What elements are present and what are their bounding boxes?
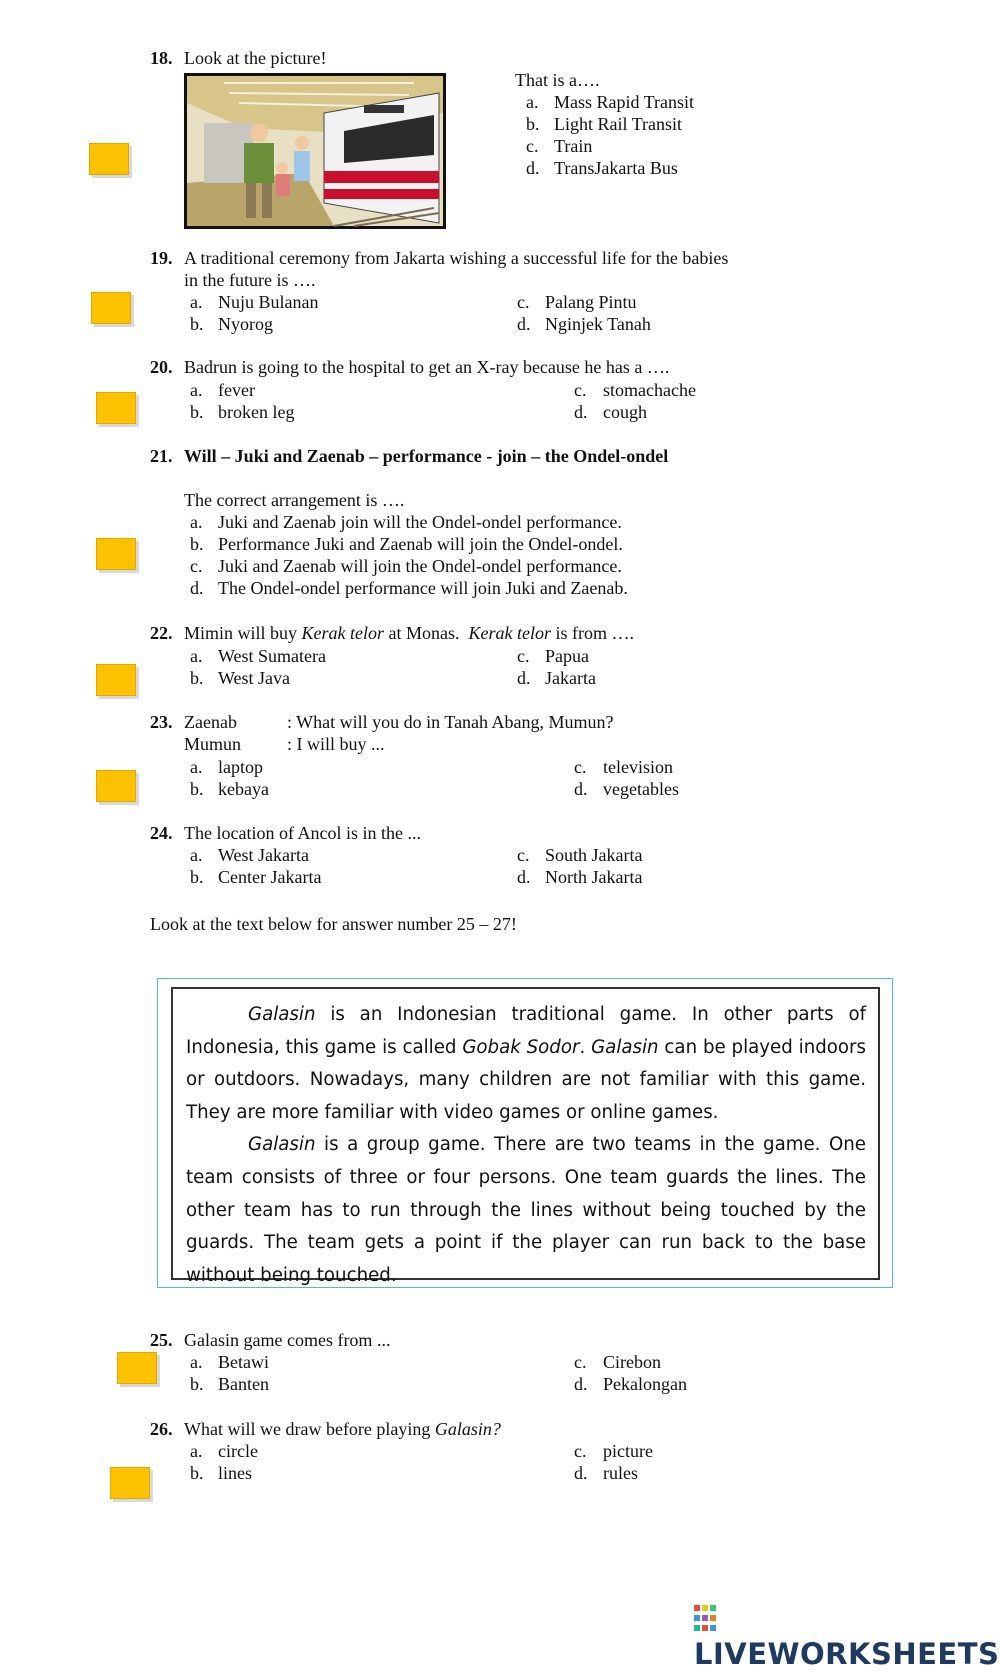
q20-answer-box[interactable] [96,392,136,424]
q21-option-c-letter: c. [190,556,203,576]
q23-line1: : What will you do in Tanah Abang, Mumun? [287,712,614,732]
q22-option-b-letter: b. [190,668,204,688]
q18-prompt: That is a…. [515,70,600,90]
q19-answer-box[interactable] [91,292,131,324]
q25-option-b-letter: b. [190,1374,204,1394]
q22-stem-part2: at Monas. [384,623,469,643]
q22-stem-italic1: Kerak telor [301,623,385,643]
q20-option-b: broken leg [218,402,295,422]
q19-option-a-letter: a. [190,292,203,312]
q25-number: 25. [150,1330,173,1350]
q24-option-c-letter: c. [517,845,530,865]
q23-option-d-letter: d. [574,779,588,799]
q26-stem-part1: What will we draw before playing [184,1419,435,1439]
q18-number: 18. [150,48,173,68]
q25-option-a-letter: a. [190,1352,203,1372]
q21-option-c: Juki and Zaenab will join the Ondel-ondel performance. [218,556,622,576]
q23-speaker2: Mumun [184,734,242,754]
q20-option-c-letter: c. [574,380,587,400]
q20-option-d-letter: d. [574,402,588,422]
q24-option-d: North Jakarta [545,867,643,887]
liveworksheets-logo-icon [694,1605,716,1631]
q26-stem-italic: Galasin? [434,1419,501,1439]
q24-option-b-letter: b. [190,867,204,887]
q24-option-b: Center Jakarta [218,867,322,887]
q22-option-d: Jakarta [545,668,596,688]
q19-option-c: Palang Pintu [545,292,637,312]
q19-stem-line2: in the future is …. [184,270,316,290]
q19-option-d: Nginjek Tanah [545,314,651,334]
q20-option-a: fever [218,380,255,400]
q26-option-c-letter: c. [574,1441,587,1461]
q19-option-d-letter: d. [517,314,531,334]
q18-stem: Look at the picture! [184,48,327,68]
q23-number: 23. [150,712,173,732]
q26-stem [184,1419,501,1440]
q20-number: 20. [150,357,173,377]
passage-paragraph-1 [186,999,866,1129]
q24-option-a-letter: a. [190,845,203,865]
q18-option-d-letter: d. [526,158,540,178]
q22-stem-part1: Mimin will buy [184,623,302,643]
passage-p2-italic1: Galasin [248,1134,316,1156]
q21-option-a-letter: a. [190,512,203,532]
q18-option-b: Light Rail Transit [554,114,683,134]
q23-option-a-letter: a. [190,757,203,777]
q22-option-c: Papua [545,646,589,666]
q25-option-c: Cirebon [603,1352,661,1372]
q23-speaker1: Zaenab [184,712,237,732]
liveworksheets-logo-text: LIVEWORKSHEETS [694,1637,1000,1671]
passage-instruction: Look at the text below for answer number 25 – 27! [150,914,517,934]
q23-answer-box[interactable] [96,770,136,802]
q25-option-b: Banten [218,1374,269,1394]
q24-number: 24. [150,823,173,843]
q18-option-b-letter: b. [526,114,540,134]
q24-option-c: South Jakarta [545,845,643,865]
q22-stem-italic2: Kerak telor [468,623,552,643]
q23-option-c: television [603,757,673,777]
q19-stem-line1: A traditional ceremony from Jakarta wishing a successful life for the babies [184,248,729,268]
q21-number: 21. [150,446,173,466]
train-station-illustration [184,73,446,229]
q23-option-d: vegetables [603,779,679,799]
q26-option-a: circle [218,1441,258,1461]
q22-option-c-letter: c. [517,646,530,666]
q24-option-a: West Jakarta [218,845,310,865]
q26-option-a-letter: a. [190,1441,203,1461]
q26-option-b: lines [218,1463,252,1483]
q24-stem: The location of Ancol is in the ... [184,823,421,843]
q26-number: 26. [150,1419,173,1439]
q19-option-a: Nuju Bulanan [218,292,319,312]
passage-p1-italic1: Galasin [248,1004,316,1025]
q25-stem: Galasin game comes from ... [184,1330,391,1350]
q22-option-a-letter: a. [190,646,203,666]
q19-option-b: Nyorog [218,314,273,334]
passage-p1-text3: can be played indoors or outdoors. Nowadays, many children are not familiar with this game. They are more familiar with video games or online games. [186,1036,866,1123]
q20-option-d: cough [603,402,647,422]
q19-number: 19. [150,248,173,268]
q23-option-b: kebaya [218,779,269,799]
q18-answer-box[interactable] [89,143,129,175]
q22-stem [184,623,634,644]
liveworksheets-logo[interactable] [694,1600,1000,1671]
q19-option-c-letter: c. [517,292,530,312]
q21-answer-box[interactable] [96,538,136,570]
q23-option-b-letter: b. [190,779,204,799]
passage-p1-text2: . [579,1036,592,1058]
q22-option-a: West Sumatera [218,646,327,666]
q25-answer-box[interactable] [117,1352,157,1384]
q21-prompt: The correct arrangement is …. [184,490,405,510]
q25-option-a: Betawi [218,1352,269,1372]
q26-answer-box[interactable] [110,1467,150,1499]
q22-answer-box[interactable] [96,664,136,696]
q21-option-d: The Ondel-ondel performance will join Juki and Zaenab. [218,578,628,598]
q20-option-b-letter: b. [190,402,204,422]
q18-option-d: TransJakarta Bus [554,158,678,178]
q22-number: 22. [150,623,173,643]
q21-option-b: Performance Juki and Zaenab will join the Ondel-ondel. [218,534,623,554]
q21-option-d-letter: d. [190,578,204,598]
q23-option-c-letter: c. [574,757,587,777]
q18-option-c: Train [554,136,593,156]
q22-stem-part3: is from …. [551,623,635,643]
q22-option-b: West Java [218,668,291,688]
passage-p2-text1: is a group game. There are two teams in the game. One team consists of three or four persons. One team guards the lines. The other team has to run through the lines without being touched by the guards. The team gets a point if the player can run back to the base without being touched. [186,1134,866,1286]
reading-passage [171,987,880,1286]
q25-option-d-letter: d. [574,1374,588,1394]
passage-p1-italic2: Gobak Sodor [462,1036,580,1058]
q23-line2: : I will buy ... [287,734,385,754]
q25-option-c-letter: c. [574,1352,587,1372]
q24-option-d-letter: d. [517,867,531,887]
q26-option-d-letter: d. [574,1463,588,1483]
q21-option-b-letter: b. [190,534,204,554]
q21-stem: Will – Juki and Zaenab – performance - join – the Ondel-ondel [184,446,669,466]
q21-option-a: Juki and Zaenab join will the Ondel-ondel performance. [218,512,622,532]
q18-option-a-letter: a. [526,92,539,112]
q22-option-d-letter: d. [517,668,531,688]
q20-option-a-letter: a. [190,380,203,400]
q18-option-a: Mass Rapid Transit [554,92,695,112]
q20-stem: Badrun is going to the hospital to get an X-ray because he has a …. [184,357,670,377]
q25-option-d: Pekalongan [603,1374,687,1394]
q23-option-a: laptop [218,757,263,777]
passage-p1-text1: is an Indonesian traditional game. In other parts of Indonesia, this game is called [186,1004,866,1058]
q26-option-b-letter: b. [190,1463,204,1483]
q18-option-c-letter: c. [526,136,539,156]
q26-option-c: picture [603,1441,653,1461]
passage-p1-italic3: Galasin [591,1036,659,1058]
passage-paragraph-2 [186,1129,866,1292]
q19-option-b-letter: b. [190,314,204,334]
q20-option-c: stomachache [603,380,696,400]
q26-option-d: rules [603,1463,638,1483]
